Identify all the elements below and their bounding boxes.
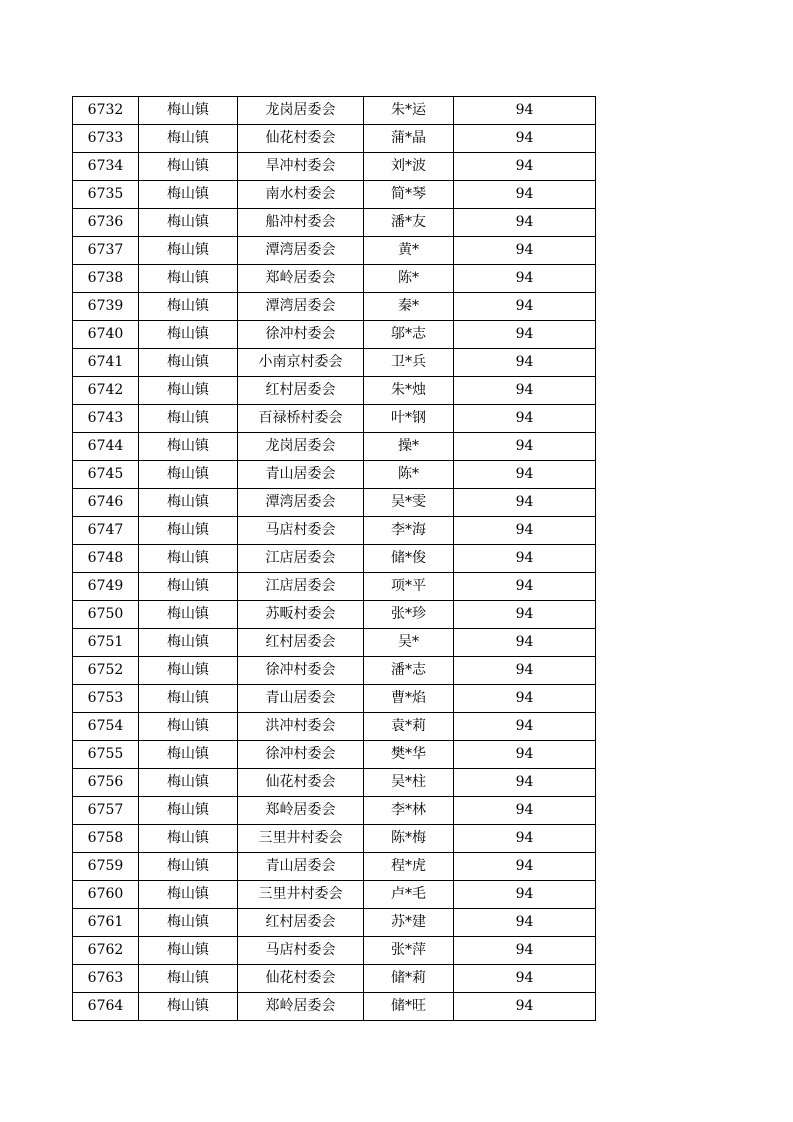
name-cell: 叶*钢 — [364, 405, 454, 433]
town-cell: 梅山镇 — [139, 377, 238, 405]
row-id-cell: 6744 — [73, 433, 139, 461]
town-cell: 梅山镇 — [139, 881, 238, 909]
village-cell: 龙岗居委会 — [238, 97, 364, 125]
name-cell: 袁*莉 — [364, 713, 454, 741]
row-id-cell: 6736 — [73, 209, 139, 237]
village-cell: 仙花村委会 — [238, 125, 364, 153]
score-cell: 94 — [454, 489, 596, 517]
village-cell: 龙岗居委会 — [238, 433, 364, 461]
name-cell: 吴*柱 — [364, 769, 454, 797]
village-cell: 徐冲村委会 — [238, 741, 364, 769]
village-cell: 仙花村委会 — [238, 769, 364, 797]
score-cell: 94 — [454, 97, 596, 125]
table-row — [73, 797, 596, 825]
town-cell: 梅山镇 — [139, 153, 238, 181]
row-id-cell: 6756 — [73, 769, 139, 797]
score-cell: 94 — [454, 405, 596, 433]
town-cell: 梅山镇 — [139, 405, 238, 433]
name-cell: 苏*建 — [364, 909, 454, 937]
town-cell: 梅山镇 — [139, 489, 238, 517]
name-cell: 黄* — [364, 237, 454, 265]
table-row — [73, 349, 596, 377]
row-id-cell: 6735 — [73, 181, 139, 209]
name-cell: 卢*毛 — [364, 881, 454, 909]
score-cell: 94 — [454, 629, 596, 657]
town-cell: 梅山镇 — [139, 825, 238, 853]
name-cell: 吴*雯 — [364, 489, 454, 517]
row-id-cell: 6747 — [73, 517, 139, 545]
village-cell: 潭湾居委会 — [238, 237, 364, 265]
name-cell: 陈* — [364, 461, 454, 489]
name-cell: 潘*友 — [364, 209, 454, 237]
score-cell: 94 — [454, 797, 596, 825]
name-cell: 樊*华 — [364, 741, 454, 769]
name-cell: 刘*波 — [364, 153, 454, 181]
table-row — [73, 153, 596, 181]
village-cell: 红村居委会 — [238, 909, 364, 937]
row-id-cell: 6762 — [73, 937, 139, 965]
table-row — [73, 321, 596, 349]
name-cell: 操* — [364, 433, 454, 461]
name-cell: 李*海 — [364, 517, 454, 545]
name-cell: 吴* — [364, 629, 454, 657]
row-id-cell: 6745 — [73, 461, 139, 489]
score-cell: 94 — [454, 769, 596, 797]
name-cell: 卫*兵 — [364, 349, 454, 377]
score-cell: 94 — [454, 181, 596, 209]
town-cell: 梅山镇 — [139, 517, 238, 545]
row-id-cell: 6755 — [73, 741, 139, 769]
score-cell: 94 — [454, 937, 596, 965]
village-cell: 青山居委会 — [238, 461, 364, 489]
table-row — [73, 713, 596, 741]
table-row — [73, 853, 596, 881]
row-id-cell: 6763 — [73, 965, 139, 993]
town-cell: 梅山镇 — [139, 909, 238, 937]
table-row — [73, 965, 596, 993]
village-cell: 徐冲村委会 — [238, 321, 364, 349]
table-row — [73, 209, 596, 237]
score-cell: 94 — [454, 433, 596, 461]
score-cell: 94 — [454, 741, 596, 769]
village-cell: 郑岭居委会 — [238, 797, 364, 825]
village-cell: 红村居委会 — [238, 629, 364, 657]
table-row — [73, 125, 596, 153]
score-cell: 94 — [454, 657, 596, 685]
score-cell: 94 — [454, 349, 596, 377]
name-cell: 朱*烛 — [364, 377, 454, 405]
name-cell: 朱*运 — [364, 97, 454, 125]
name-cell: 秦* — [364, 293, 454, 321]
score-cell: 94 — [454, 377, 596, 405]
row-id-cell: 6760 — [73, 881, 139, 909]
score-cell: 94 — [454, 545, 596, 573]
name-cell: 项*平 — [364, 573, 454, 601]
town-cell: 梅山镇 — [139, 629, 238, 657]
row-id-cell: 6740 — [73, 321, 139, 349]
village-cell: 旱冲村委会 — [238, 153, 364, 181]
town-cell: 梅山镇 — [139, 461, 238, 489]
name-cell: 储*俊 — [364, 545, 454, 573]
row-id-cell: 6761 — [73, 909, 139, 937]
table-row — [73, 433, 596, 461]
row-id-cell: 6752 — [73, 657, 139, 685]
name-cell: 曹*焰 — [364, 685, 454, 713]
village-cell: 江店居委会 — [238, 545, 364, 573]
table-row — [73, 237, 596, 265]
table-row — [73, 937, 596, 965]
row-id-cell: 6754 — [73, 713, 139, 741]
table-row — [73, 629, 596, 657]
row-id-cell: 6746 — [73, 489, 139, 517]
row-id-cell: 6734 — [73, 153, 139, 181]
score-cell: 94 — [454, 965, 596, 993]
name-cell: 张*珍 — [364, 601, 454, 629]
name-cell: 简*琴 — [364, 181, 454, 209]
row-id-cell: 6748 — [73, 545, 139, 573]
table-row — [73, 657, 596, 685]
town-cell: 梅山镇 — [139, 181, 238, 209]
town-cell: 梅山镇 — [139, 237, 238, 265]
score-cell: 94 — [454, 909, 596, 937]
score-cell: 94 — [454, 853, 596, 881]
town-cell: 梅山镇 — [139, 965, 238, 993]
score-cell: 94 — [454, 601, 596, 629]
village-cell: 百禄桥村委会 — [238, 405, 364, 433]
score-cell: 94 — [454, 209, 596, 237]
town-cell: 梅山镇 — [139, 741, 238, 769]
table-row — [73, 461, 596, 489]
town-cell: 梅山镇 — [139, 433, 238, 461]
row-id-cell: 6764 — [73, 993, 139, 1021]
row-id-cell: 6738 — [73, 265, 139, 293]
table-row — [73, 293, 596, 321]
score-cell: 94 — [454, 153, 596, 181]
score-cell: 94 — [454, 825, 596, 853]
name-cell: 李*林 — [364, 797, 454, 825]
score-cell: 94 — [454, 125, 596, 153]
name-cell: 潘*志 — [364, 657, 454, 685]
score-cell: 94 — [454, 881, 596, 909]
row-id-cell: 6737 — [73, 237, 139, 265]
village-cell: 仙花村委会 — [238, 965, 364, 993]
village-cell: 三里井村委会 — [238, 825, 364, 853]
row-id-cell: 6741 — [73, 349, 139, 377]
table-row — [73, 685, 596, 713]
town-cell: 梅山镇 — [139, 321, 238, 349]
name-cell: 陈* — [364, 265, 454, 293]
table-row — [73, 769, 596, 797]
table-row — [73, 909, 596, 937]
table-row — [73, 489, 596, 517]
village-cell: 郑岭居委会 — [238, 993, 364, 1021]
table-row — [73, 265, 596, 293]
village-cell: 徐冲村委会 — [238, 657, 364, 685]
village-cell: 马店村委会 — [238, 517, 364, 545]
table-row — [73, 741, 596, 769]
table-row — [73, 517, 596, 545]
score-cell: 94 — [454, 713, 596, 741]
town-cell: 梅山镇 — [139, 97, 238, 125]
row-id-cell: 6753 — [73, 685, 139, 713]
town-cell: 梅山镇 — [139, 209, 238, 237]
town-cell: 梅山镇 — [139, 853, 238, 881]
town-cell: 梅山镇 — [139, 573, 238, 601]
score-cell: 94 — [454, 573, 596, 601]
row-id-cell: 6751 — [73, 629, 139, 657]
village-cell: 马店村委会 — [238, 937, 364, 965]
table-row — [73, 573, 596, 601]
village-cell: 小南京村委会 — [238, 349, 364, 377]
score-cell: 94 — [454, 237, 596, 265]
village-cell: 三里井村委会 — [238, 881, 364, 909]
row-id-cell: 6759 — [73, 853, 139, 881]
name-cell: 陈*梅 — [364, 825, 454, 853]
name-cell: 程*虎 — [364, 853, 454, 881]
village-cell: 船冲村委会 — [238, 209, 364, 237]
town-cell: 梅山镇 — [139, 545, 238, 573]
town-cell: 梅山镇 — [139, 349, 238, 377]
town-cell: 梅山镇 — [139, 125, 238, 153]
row-id-cell: 6757 — [73, 797, 139, 825]
town-cell: 梅山镇 — [139, 265, 238, 293]
village-cell: 南水村委会 — [238, 181, 364, 209]
score-cell: 94 — [454, 993, 596, 1021]
row-id-cell: 6758 — [73, 825, 139, 853]
town-cell: 梅山镇 — [139, 937, 238, 965]
name-cell: 储*旺 — [364, 993, 454, 1021]
town-cell: 梅山镇 — [139, 713, 238, 741]
town-cell: 梅山镇 — [139, 769, 238, 797]
town-cell: 梅山镇 — [139, 797, 238, 825]
village-cell: 青山居委会 — [238, 685, 364, 713]
village-cell: 青山居委会 — [238, 853, 364, 881]
table-row — [73, 601, 596, 629]
village-cell: 苏畈村委会 — [238, 601, 364, 629]
table-row — [73, 405, 596, 433]
village-cell: 江店居委会 — [238, 573, 364, 601]
score-cell: 94 — [454, 517, 596, 545]
row-id-cell: 6742 — [73, 377, 139, 405]
row-id-cell: 6733 — [73, 125, 139, 153]
town-cell: 梅山镇 — [139, 685, 238, 713]
score-cell: 94 — [454, 293, 596, 321]
name-cell: 储*莉 — [364, 965, 454, 993]
name-cell: 邬*志 — [364, 321, 454, 349]
row-id-cell: 6739 — [73, 293, 139, 321]
table-body — [73, 97, 596, 1021]
town-cell: 梅山镇 — [139, 601, 238, 629]
table-row — [73, 377, 596, 405]
table-row — [73, 881, 596, 909]
row-id-cell: 6732 — [73, 97, 139, 125]
table-row — [73, 545, 596, 573]
table-row — [73, 993, 596, 1021]
data-table — [72, 96, 596, 1021]
row-id-cell: 6743 — [73, 405, 139, 433]
town-cell: 梅山镇 — [139, 293, 238, 321]
village-cell: 郑岭居委会 — [238, 265, 364, 293]
score-cell: 94 — [454, 685, 596, 713]
score-cell: 94 — [454, 461, 596, 489]
town-cell: 梅山镇 — [139, 993, 238, 1021]
town-cell: 梅山镇 — [139, 657, 238, 685]
table-row — [73, 825, 596, 853]
table-row — [73, 181, 596, 209]
row-id-cell: 6750 — [73, 601, 139, 629]
name-cell: 张*萍 — [364, 937, 454, 965]
village-cell: 洪冲村委会 — [238, 713, 364, 741]
row-id-cell: 6749 — [73, 573, 139, 601]
name-cell: 蒲*晶 — [364, 125, 454, 153]
village-cell: 潭湾居委会 — [238, 293, 364, 321]
village-cell: 红村居委会 — [238, 377, 364, 405]
score-cell: 94 — [454, 265, 596, 293]
score-cell: 94 — [454, 321, 596, 349]
village-cell: 潭湾居委会 — [238, 489, 364, 517]
table-row — [73, 97, 596, 125]
